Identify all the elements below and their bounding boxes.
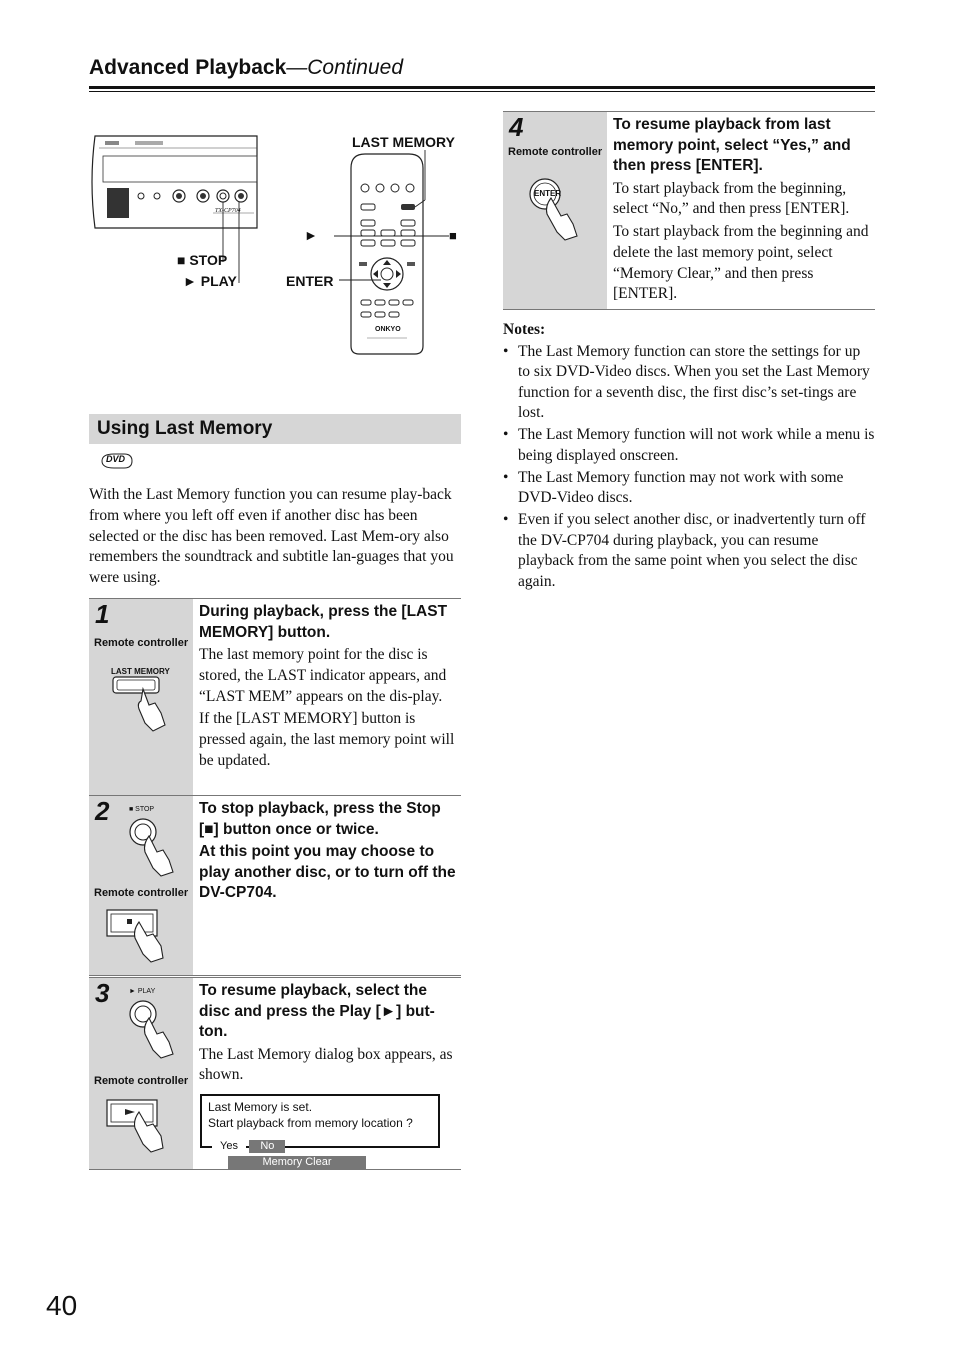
step-2-content [199, 799, 457, 904]
step-1-number: 1 [95, 599, 110, 629]
step-4-body-2: To start playback from the beginning and delete the last memory point, select “Memory Clear,” and then press [ENTER]. [613, 223, 869, 303]
note-item: • The Last Memory function will not work while a menu is being displayed onscreen. [503, 425, 875, 466]
step-2-rc-label: Remote controller [94, 887, 189, 899]
notes-list [503, 342, 875, 593]
step-2-button-label: ■ STOP [129, 806, 155, 813]
step-3-sidebar [89, 978, 193, 1169]
stop-button-icon [127, 816, 187, 878]
dialog-memory-clear-button[interactable]: Memory Clear [228, 1156, 366, 1169]
step-2-heading: To stop playback, press the Stop [■] button once or twice. [199, 800, 441, 838]
section-title: Using Last Memory [97, 418, 273, 439]
notes [503, 320, 875, 594]
step-1-body-1: The last memory point for the disc is stored, the LAST indicator appears, and “LAST MEM” appears on the dis-play. [199, 646, 447, 705]
last-memory-button-icon [109, 675, 179, 735]
step-3-heading: To resume playback, select the disc and press the Play [►] but-ton. [199, 982, 435, 1040]
step-4-content [613, 115, 871, 305]
step-3-number: 3 [95, 978, 110, 1008]
step-1-body-2: If the [LAST MEMORY] button is pressed again, the last memory point will be updated. [199, 710, 455, 769]
step-1-content [199, 602, 457, 772]
step-1-heading: During playback, press the [LAST MEMORY] button. [199, 603, 448, 641]
header-title: Advanced Playback [89, 56, 287, 79]
page-header [89, 56, 875, 80]
step-3-rc-label: Remote controller [94, 1075, 189, 1087]
stop-player-button-icon [103, 906, 183, 966]
enter-button-icon [525, 174, 595, 244]
step-3-button-label: ► PLAY [129, 988, 156, 995]
step-4-number: 4 [509, 112, 524, 142]
page-number: 40 [46, 1290, 78, 1321]
intro-paragraph: With the Last Memory function you can resume play-back from where you left off even if another disc has been selected or the disc has been removed. Last Mem-ory also remembers the soundtrack and subtitle lan-guages that you were using. [89, 486, 454, 587]
product-diagram [89, 128, 469, 358]
header-rule-thin [89, 91, 875, 92]
step-4-rc-label: Remote controller [508, 146, 603, 158]
dialog-line-1: Last Memory is set. [208, 1100, 313, 1114]
dvd-badge [100, 452, 134, 470]
step-1-sidebar [89, 599, 193, 795]
step-2-number: 2 [95, 796, 110, 826]
dvd-badge-label: DVD [106, 454, 126, 464]
step-3 [89, 977, 461, 1170]
step-3-body: The Last Memory dialog box appears, as shown. [199, 1045, 453, 1084]
note-item: • The Last Memory function may not work with some DVD-Video discs. [503, 468, 875, 509]
enter-callout: ENTER [286, 273, 334, 289]
note-item: • Even if you select another disc, or inadvertently turn off the DV-CP704 during playback, you can resume playback from the same point when you select the disc again. [503, 510, 875, 592]
play-button-icon [127, 998, 187, 1060]
last-memory-callout: LAST MEMORY [352, 134, 455, 150]
note-item: • The Last Memory function can store the settings for up to six DVD-Video discs. When you set the Last Memory function for a seventh disc, the first disc’s set-tings are lost. [503, 342, 875, 424]
header-rule [89, 86, 875, 89]
step-2 [89, 796, 461, 976]
step-4-sidebar [503, 112, 607, 309]
remote-brand-label: ONKYO [375, 326, 401, 333]
step-2-heading-2: At this point you may choose to play another disc, or to turn off the DV-CP704. [199, 843, 456, 901]
step-4-button-label: ENTER [534, 189, 562, 198]
play-player-button-icon [103, 1096, 183, 1158]
step-1 [89, 598, 461, 796]
dialog-line-2: Start playback from memory location ? [208, 1116, 413, 1130]
player-model-label: TX-CP704 [215, 208, 241, 214]
stop-symbol-callout: ■ [449, 228, 457, 243]
play-symbol-callout: ► [304, 227, 318, 243]
step-4-heading: To resume playback from last memory point, select “Yes,” and then press [ENTER]. [613, 116, 851, 174]
last-memory-dialog [200, 1094, 440, 1168]
player-and-remote-illustration [89, 128, 469, 358]
notes-title: Notes: [503, 321, 546, 338]
step-4 [503, 111, 875, 310]
play-callout: ► PLAY [183, 273, 237, 289]
dialog-no-button[interactable]: No [249, 1140, 285, 1153]
header-subtitle: —Continued [286, 56, 404, 79]
dialog-yes-button[interactable]: Yes [212, 1140, 246, 1153]
step-4-body-1: To start playback from the beginning, select “No,” and then press [ENTER]. [613, 179, 850, 218]
step-2-sidebar [89, 796, 193, 975]
step-3-content [199, 981, 457, 1086]
stop-callout: ■ STOP [177, 252, 228, 268]
step-1-button-label: LAST MEMORY [111, 667, 170, 676]
step-1-rc-label: Remote controller [94, 637, 189, 649]
